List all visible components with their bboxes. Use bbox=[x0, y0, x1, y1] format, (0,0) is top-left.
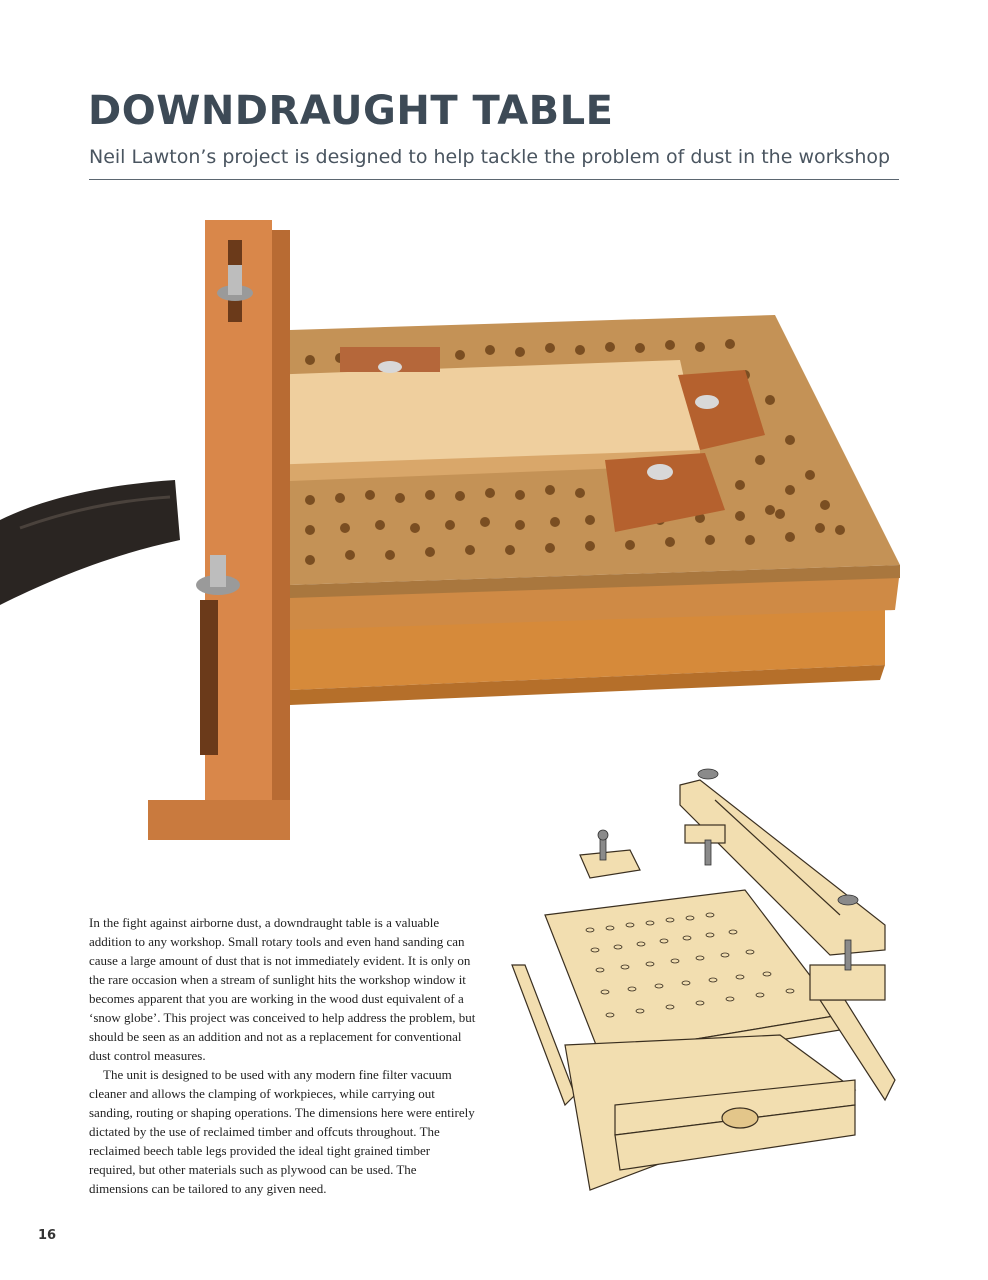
body-paragraph: In the fight against airborne dust, a downdraught table is a valuable addition to any workshop. Small rotary tools and even hand sanding can cause a large amount of dust that is not immediately evident. It is only on the rare occasion when a stream of sunlight hits the workshop window it becomes apparent that you are working in the wood dust equivalent of a ‘snow globe’. This project was conceived to help address the problem, but should be seen as an addition and not as a replacement for conventional dust control measures. bbox=[89, 915, 476, 1063]
article-title: DOWNDRAUGHT TABLE bbox=[88, 88, 614, 134]
body-paragraph: The unit is designed to be used with any modern fine filter vacuum cleaner and allows the clamping of workpieces, while carrying out sanding, routing or shaping operations. The dimensions here were entirely dictated by the use of reclaimed timber and offcuts throughout. The reclaimed beech table legs provided the ideal tight grained timber required, but other materials such as plywood can be used. The dimensions can be tailored to any given need. bbox=[89, 1067, 475, 1196]
diagram-clamp-block-small bbox=[580, 850, 640, 878]
title-divider bbox=[89, 179, 899, 180]
clamp-slot-lower bbox=[200, 600, 218, 755]
article-body bbox=[89, 913, 479, 1198]
exploded-diagram bbox=[500, 760, 920, 1200]
article-subtitle: Neil Lawton’s project is designed to help tackle the problem of dust in the workshop bbox=[89, 146, 891, 168]
diagram-side-left bbox=[512, 965, 575, 1105]
page-number: 16 bbox=[38, 1228, 57, 1243]
downdraught-table-photo bbox=[0, 210, 920, 850]
